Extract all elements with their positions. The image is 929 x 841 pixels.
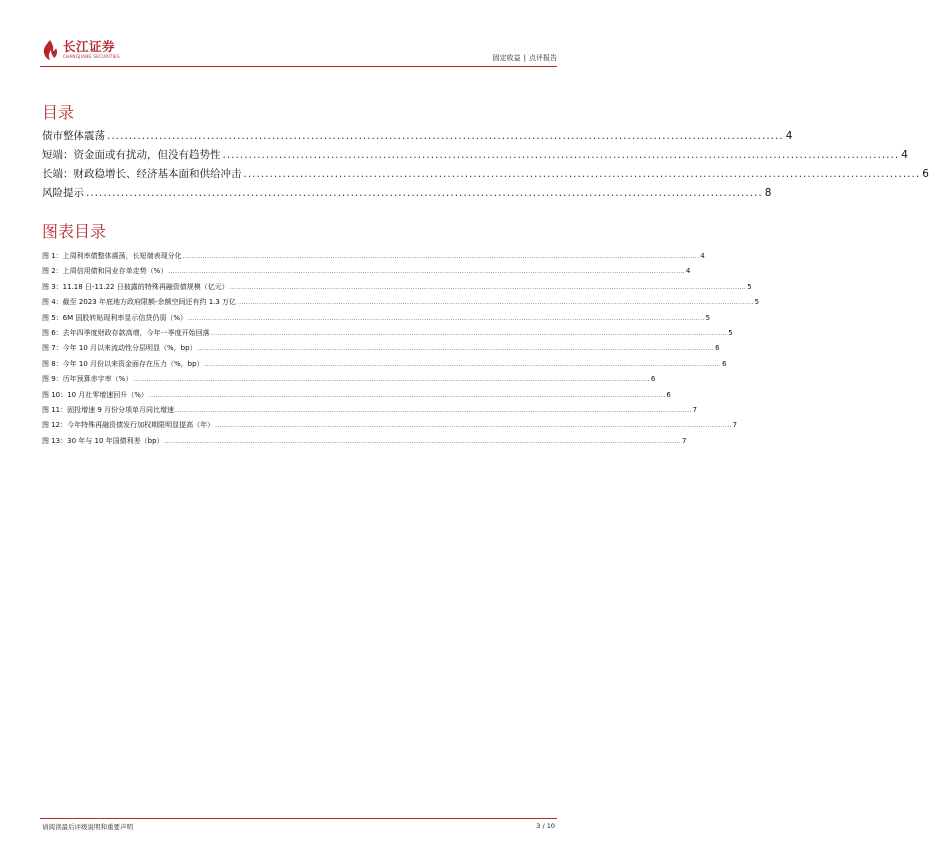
figure-item-label: 图 13：30 年与 10 年国债利差（bp） [42, 436, 164, 445]
page-header [40, 36, 557, 66]
figure-item[interactable] [42, 420, 738, 435]
figure-item[interactable] [42, 282, 752, 297]
figure-item-label: 图 2：上周信用债和同业存单走势（%） [42, 267, 168, 276]
toc-item[interactable] [42, 147, 908, 166]
figure-item-label: 图 8：今年 10 月份以来资金面存在压力（%，bp） [42, 359, 204, 368]
leader-dots: ............................................................................................................................................................ [222, 149, 900, 161]
toc-item-page: 4 [785, 130, 793, 142]
figure-item-label: 图 11：固投增速 9 月份分项单月同比增速 [42, 405, 175, 414]
figure-item-label: 图 9：历年预算赤字率（%） [42, 375, 133, 384]
toc-item-label: 短端：资金面或有扰动，但没有趋势性 [42, 149, 221, 161]
figure-item[interactable] [42, 297, 760, 312]
figure-item-label: 图 10：10 月社零增速回升（%） [42, 390, 148, 399]
toc-list [42, 128, 929, 204]
page-number: 3 / 10 [536, 822, 555, 830]
figure-item-label: 图 1：上周利率债整体震荡，长短端表现分化 [42, 252, 182, 260]
leader-dots: .......................................................................................................................................................................................................................................... [133, 376, 650, 384]
toc-item-page: 8 [764, 187, 772, 199]
leader-dots: .......................................................................................................................................................................................................................................... [168, 268, 685, 276]
figure-item-page: 4 [700, 252, 705, 260]
figure-item-page: 6 [722, 359, 727, 368]
leader-dots: .......................................................................................................................................................................................................................................... [229, 283, 747, 291]
toc-item[interactable] [42, 128, 793, 147]
category-label: 固定收益 [492, 54, 521, 62]
toc-item-label: 债市整体震荡 [42, 130, 105, 142]
leader-dots: .......................................................................................................................................................................................................................................... [237, 299, 754, 307]
figure-item[interactable] [42, 436, 687, 451]
leader-dots: ............................................................................................................................................................ [86, 187, 763, 199]
figure-item-page: 6 [650, 375, 656, 384]
logo-chinese-name: 长江证券 [63, 38, 116, 54]
leader-dots: ............................................................................................................................................................ [243, 168, 921, 180]
toc-item[interactable] [42, 185, 772, 204]
figure-item[interactable] [42, 266, 691, 281]
figure-item-page: 7 [732, 421, 738, 430]
figure-item[interactable] [42, 359, 727, 374]
figure-item-page: 6 [666, 390, 671, 399]
report-type-label: 点评报告 [529, 54, 557, 62]
leader-dots: .......................................................................................................................................................................................................................................... [210, 329, 728, 337]
leader-dots: .......................................................................................................................................................................................................................................... [182, 253, 700, 260]
leader-dots: .......................................................................................................................................................................................................................................... [164, 437, 682, 445]
toc-item-page: 4 [901, 149, 908, 161]
footer-divider [40, 818, 557, 819]
logo-flame-icon [40, 39, 60, 61]
figure-item-page: 5 [747, 282, 752, 291]
toc-item-page: 6 [922, 168, 929, 180]
figure-item[interactable] [42, 251, 705, 266]
figure-item[interactable] [42, 405, 698, 420]
figure-item[interactable] [42, 313, 711, 328]
figure-item-page: 5 [705, 313, 711, 322]
toc-item[interactable] [42, 166, 929, 185]
figure-item-label: 图 4：截至 2023 年底地方政府限额-余额空间还有约 1.3 万亿 [42, 298, 237, 307]
figure-item-page: 5 [728, 328, 733, 337]
figure-item-label: 图 3：11.18 日-11.22 日披露的特殊再融资债规模（亿元） [42, 282, 229, 291]
company-logo [40, 36, 120, 64]
figure-item-label: 图 6：去年四季度财政存款高增，今年一季度开始回落 [42, 328, 210, 337]
leader-dots: ............................................................................................................................................................ [107, 130, 784, 142]
figure-item[interactable] [42, 390, 671, 405]
logo-english-name: CHANGJIANG SECURITIES [63, 54, 120, 60]
figure-index-heading: 图表目录 [42, 222, 107, 241]
header-separator: | [523, 54, 526, 62]
figure-item[interactable] [42, 343, 720, 358]
figure-item-page: 7 [682, 436, 687, 445]
leader-dots: .......................................................................................................................................................................................................................................... [204, 360, 722, 368]
footer-disclaimer: 请阅读最后评级说明和重要声明 [42, 823, 133, 831]
figure-item-label: 图 12：今年特殊再融资债发行加权期限明显提高（年） [42, 421, 215, 430]
leader-dots: .......................................................................................................................................................................................................................................... [197, 345, 715, 353]
header-divider [40, 66, 557, 67]
leader-dots: .......................................................................................................................................................................................................................................... [188, 314, 705, 322]
figure-item[interactable] [42, 374, 656, 389]
figure-item-page: 5 [754, 298, 760, 307]
leader-dots: .......................................................................................................................................................................................................................................... [215, 422, 732, 430]
report-category [493, 53, 557, 63]
figure-item-page: 7 [692, 405, 698, 414]
figure-index-list [42, 251, 760, 451]
figure-item-page: 6 [715, 344, 720, 353]
leader-dots: .......................................................................................................................................................................................................................................... [175, 406, 692, 414]
leader-dots: .......................................................................................................................................................................................................................................... [148, 391, 666, 399]
toc-item-label: 风险提示 [42, 187, 84, 199]
figure-item-label: 图 5：6M 国股转贴现利率显示信贷仍弱（%） [42, 313, 188, 322]
figure-item-label: 图 7：今年 10 月以来流动性分层明显（%，bp） [42, 344, 197, 353]
toc-heading: 目录 [42, 103, 75, 122]
figure-item-page: 4 [685, 267, 691, 276]
figure-item[interactable] [42, 328, 733, 343]
toc-item-label: 长端：财政稳增长、经济基本面和供给冲击 [42, 168, 242, 180]
